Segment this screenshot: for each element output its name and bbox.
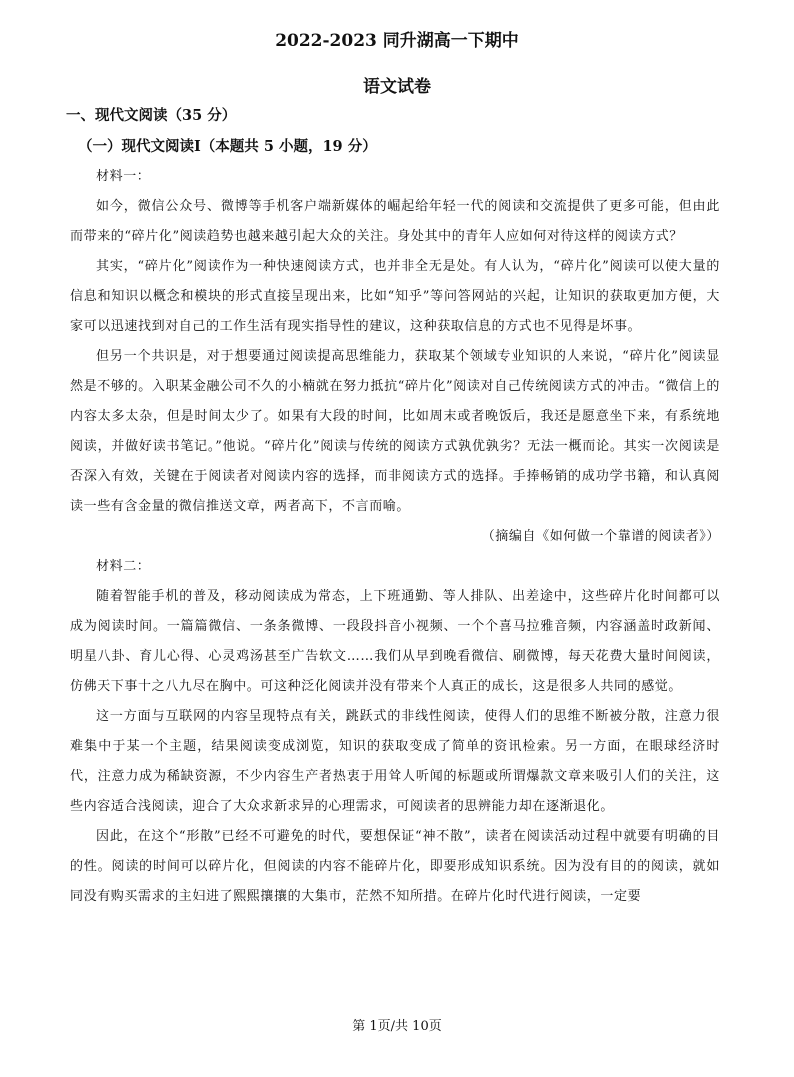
material2-label: 材料二： <box>96 559 151 574</box>
material1-source: （摘编自《如何做一个靠谱的阅读者》） <box>481 529 720 544</box>
material2-paragraph: 因此，在这个“形散”已经不可避免的时代，要想保证“神不散”，读者在阅读活动过程中就要有明确的目的性。阅读的时间可以碎片化，但阅读的内容不能碎片化，即要形成知识系统。因为没有目的的阅读，就如同没有购买需求的主妇进了熙熙攘攘的大集市，茫然不知所措。在碎片化时代进行阅读，一定要 <box>70 829 720 904</box>
material2-paragraph: 随着智能手机的普及，移动阅读成为常态，上下班通勤、等人排队、出差途中，这些碎片化时间都可以成为阅读时间。一篇篇微信、一条条微博、一段段抖音小视频、一个个喜马拉雅音频，内容涵盖时政新闻、明星八卦、育儿心得、心灵鸡汤甚至广告软文……我们从早到晚看微信、刷微博，每天花费大量时间阅读，仿佛天下事十之八九尽在胸中。可这种泛化阅读并没有带来个人真正的成长，这是很多人共同的感觉。 <box>70 589 720 694</box>
material1-paragraph: 其实，“碎片化”阅读作为一种快速阅读方式，也并非全无是处。有人认为，“碎片化”阅读可以使大量的信息和知识以概念和模块的形式直接呈现出来，比如“知乎”等问答网站的兴起，让知识的获取更加方便，大家可以迅速找到对自己的工作生活有现实指导性的建议，这种获取信息的方式也不见得是坏事。 <box>70 259 720 334</box>
section-subheading-reading1: （一）现代文阅读Ⅰ（本题共 5 小题，19 分） <box>78 138 377 155</box>
material1-label: 材料一： <box>96 169 151 184</box>
section-heading-part1: 一、现代文阅读（35 分） <box>66 107 237 124</box>
material1-paragraph: 但另一个共识是，对于想要通过阅读提高思维能力，获取某个领域专业知识的人来说，“碎片化”阅读显然是不够的。入职某金融公司不久的小楠就在努力抵抗“碎片化”阅读对自己传统阅读方式的冲击。“微信上的内容太多太杂，但是时间太少了。如果有大段的时间，比如周末或者晚饭后，我还是愿意坐下来，有系统地阅读，并做好读书笔记。”他说。“碎片化”阅读与传统的阅读方式孰优孰劣？无法一概而论。其实一次阅读是否深入有效，关键在于阅读者对阅读内容的选择，而非阅读方式的选择。手捧畅销的成功学书籍，和认真阅读一些有含金量的微信推送文章，两者高下，不言而喻。 <box>70 349 720 514</box>
material2-paragraph: 这一方面与互联网的内容呈现特点有关，跳跃式的非线性阅读，使得人们的思维不断被分散，注意力很难集中于某一个主题，结果阅读变成浏览，知识的获取变成了简单的资讯检索。另一方面，在眼球经济时代，注意力成为稀缺资源，不少内容生产者热衷于用耸人听闻的标题或所谓爆款文章来吸引人们的关注，这些内容适合浅阅读，迎合了大众求新求异的心理需求，可阅读者的思辨能力却在逐渐退化。 <box>70 709 720 814</box>
exam-title: 2022-2023 同升湖高一下期中 <box>275 31 519 51</box>
reading-passage <box>70 162 720 912</box>
page-number: 第 1页/共 10页 <box>352 1019 442 1034</box>
material1-paragraph: 如今，微信公众号、微博等手机客户端新媒体的崛起给年轻一代的阅读和交流提供了更多可能，但由此而带来的“碎片化”阅读趋势也越来越引起大众的关注。身处其中的青年人应如何对待这样的阅读方式？ <box>70 199 720 244</box>
subject-title: 语文试卷 <box>363 77 431 97</box>
